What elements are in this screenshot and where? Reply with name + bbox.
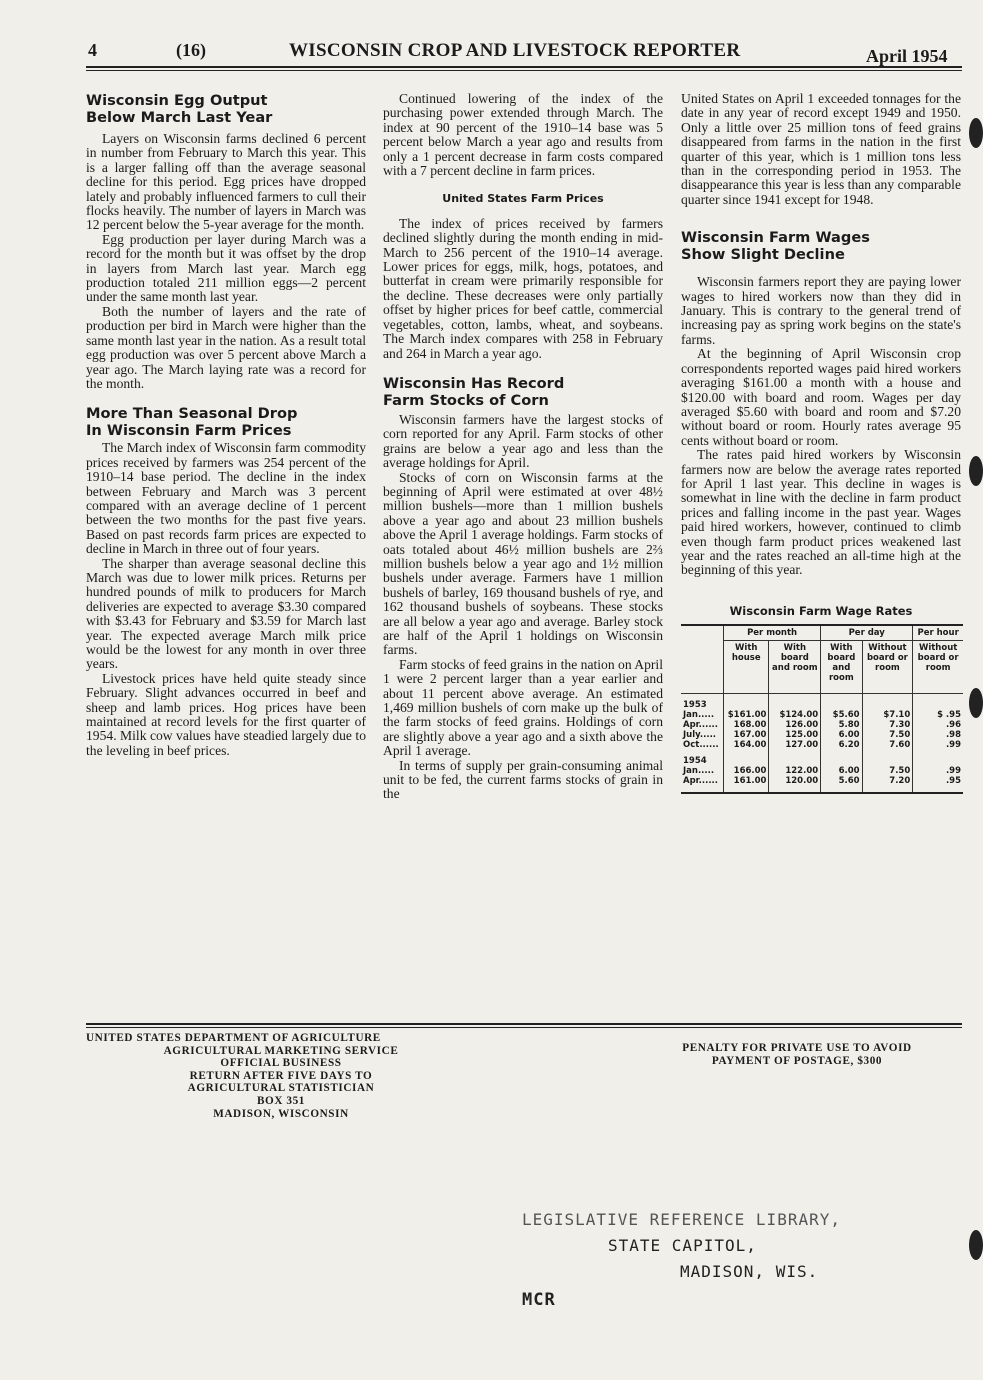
paragraph: In terms of supply per grain-consuming animal unit to be fed, the current farms stocks of grain in the (383, 757, 663, 802)
paragraph: Farm stocks of feed grains in the nation on April 1 were 2 percent larger than a year earlier and about 11 percent above average. An estimated 1,469 million bushels of corn make up the bulk of the farm stocks of feed grains. Holdings of corn are slightly above a year ago and a sixth above the April 1 average. (383, 656, 663, 759)
table-cell (681, 786, 724, 793)
table-row (681, 766, 963, 776)
heading-line: In Wisconsin Farm Prices (86, 422, 292, 440)
wage-rates-table (681, 624, 963, 794)
column-header: With board and room (821, 641, 862, 694)
table-cell (769, 750, 821, 766)
table-cell: $161.00 (724, 710, 769, 720)
footer-rule-bottom (86, 1027, 962, 1028)
penalty-notice (632, 1042, 962, 1067)
table-month-label: July..... (683, 730, 717, 741)
table-corner-cell (681, 625, 724, 694)
column-3 (681, 92, 961, 794)
table-cell: .99 (913, 740, 963, 750)
table-bottom-spacer (681, 786, 963, 793)
table-cell: 5.60 (821, 776, 862, 786)
table-cell (913, 786, 963, 793)
table-cell: 6.00 (821, 730, 862, 740)
table-cell: 5.80 (821, 720, 862, 730)
column-header: With house (724, 641, 769, 694)
publication-title: WISCONSIN CROP AND LIVESTOCK REPORTER (289, 40, 741, 61)
article-heading-egg-output (86, 92, 366, 126)
table-cell: $5.60 (821, 710, 862, 720)
table-month-label: Apr...... (683, 720, 719, 731)
paragraph: Both the number of layers and the rate of production per bird in March were higher than the same month last year in the nation. As a result total egg production was over 5 percent above March a year ago. The March laying rate was a record for the month. (86, 303, 366, 391)
table-cell: 7.20 (862, 776, 913, 786)
column-1 (86, 92, 366, 758)
table-cell: 161.00 (724, 776, 769, 786)
table-cell: 164.00 (724, 740, 769, 750)
article-heading-farm-wages (681, 229, 961, 263)
binder-hole (969, 456, 983, 486)
article-heading-farm-prices (86, 405, 366, 439)
table-row (681, 720, 963, 730)
header-rule-bottom (86, 70, 962, 71)
group-header-day: Per day (821, 625, 913, 641)
heading-line: More Than Seasonal Drop (86, 405, 298, 423)
table-cell: 122.00 (769, 766, 821, 776)
table-cell: 166.00 (724, 766, 769, 776)
return-address-line: RETURN AFTER FIVE DAYS TO (189, 1069, 373, 1082)
heading-line: Wisconsin Has Record (383, 374, 565, 392)
heading-line: Below March Last Year (86, 109, 273, 126)
table-row (681, 710, 963, 720)
table-cell (913, 694, 963, 711)
table-cell (724, 786, 769, 793)
table-cell: 168.00 (724, 720, 769, 730)
table-cell: 6.00 (821, 766, 862, 776)
paragraph: The index of prices received by farmers declined slightly during the month ending in mid-March to 256 percent of the 1910–14 average. Lower prices for eggs, milk, hogs, potatoes, and butterfat in cream were primarily responsible for the decline. These decreases were only partially offset by higher prices for beef cattle, commercial vegetables, cotton, lambs, wheat, and soybeans. The March index compares with 258 in February and 264 in March a year ago. (383, 215, 663, 361)
table-title: Wisconsin Farm Wage Rates (729, 603, 913, 618)
table-cell: 126.00 (769, 720, 821, 730)
return-address-line: AGRICULTURAL MARKETING SERVICE (163, 1044, 399, 1057)
table-cell: 6.20 (821, 740, 862, 750)
table-row (681, 730, 963, 740)
header-rule-top (86, 66, 962, 68)
paragraph: Continued lowering of the index of the purchasing power extended through March. The index at 90 percent of the 1910–14 base was 5 percent below March a year ago and results from only a 1 percent decrease in farm costs compared with a 7 percent decline in farm prices. (383, 91, 663, 179)
penalty-line: PAYMENT OF POSTAGE, $300 (711, 1054, 883, 1067)
table-row (681, 740, 963, 750)
group-header-hour: Per hour (913, 625, 963, 641)
table-cell (769, 786, 821, 793)
table-cell: $7.10 (862, 710, 913, 720)
table-cell (821, 694, 862, 711)
column-header: Without board or room (862, 641, 913, 694)
paragraph: The March index of Wisconsin farm commodity prices received by farmers was 254 percent of the 1910–14 base period. The decline in the index between February and March was 3 percent compared with an average decline of 1 percent between the two months for the past five years. Based on past records farm prices are expected to decline in March in three out of four years. (86, 440, 366, 557)
table-cell: 7.50 (862, 730, 913, 740)
column-2 (383, 92, 663, 802)
column-header: Without board or room (913, 641, 963, 694)
table-year-label: 1953 (683, 700, 707, 711)
table-month-label: Apr...... (683, 776, 719, 787)
penalty-line: PENALTY FOR PRIVATE USE TO AVOID (682, 1042, 912, 1054)
table-cell: 7.30 (862, 720, 913, 730)
issue-date: April 1954 (866, 46, 948, 66)
subheading-us-farm-prices: United States Farm Prices (442, 192, 604, 206)
page-number: 4 (88, 40, 97, 60)
mailing-address-line: LEGISLATIVE REFERENCE LIBRARY, (522, 1210, 841, 1229)
table-year-row (681, 750, 963, 766)
table-cell: 167.00 (724, 730, 769, 740)
column-header: With board and room (769, 641, 821, 694)
table-cell: 120.00 (769, 776, 821, 786)
table-cell (724, 694, 769, 711)
binder-hole (969, 118, 983, 148)
table-cell (862, 694, 913, 711)
table-year-label: 1954 (683, 756, 707, 767)
table-body (681, 694, 963, 794)
paragraph: Layers on Wisconsin farms declined 6 percent in number from February to March this year. This is a larger falling off than the average seasonal decline for this period. Egg prices have dropped lately and probably influenced farmers to cull their flocks heavily. The number of layers in March was 12 percent below the 5-year average for the month. (86, 131, 366, 233)
table-cell: 7.50 (862, 766, 913, 776)
return-address-line: OFFICIAL BUSINESS (220, 1057, 342, 1070)
heading-line: Show Slight Decline (681, 246, 845, 264)
binder-hole (969, 1230, 983, 1260)
return-address-line: AGRICULTURAL STATISTICIAN (187, 1082, 375, 1095)
paragraph: Wisconsin farmers have the largest stocks of corn reported for any April. Farm stocks of other grains are below a year ago and less than the average holdings for April. (383, 411, 663, 471)
table-cell: .99 (913, 766, 963, 776)
table-cell (821, 750, 862, 766)
table-cell: .98 (913, 730, 963, 740)
paragraph: Wisconsin farmers report they are paying lower wages to hired workers now than they did in January. This is contrary to the general trend of increasing pay as spring work begins on the state's farms. (681, 274, 961, 347)
paragraph: Stocks of corn on Wisconsin farms at the beginning of April were estimated at over 48½ million bushels—more than 1 million bushels above a year ago and about 23 million bushels above the April 1 average holdings. Farm stocks of oats totaled about 46½ million bushels are 2⅔ million bushels below a year ago and 1½ million bushels under average. Farmers have 1 million bushels of barley, 169 thousand bushels of rye, and 162 thousand bushels of soybeans. These stocks are all below a year ago and average. Barley stock are half of the April 1 holdings on Wisconsin farms. (383, 469, 663, 658)
article-heading-corn-stocks (383, 375, 663, 409)
paragraph: The sharper than average seasonal decline this March was due to lower milk prices. Returns per hundred pounds of milk to producers for March deliveries are expected to average $3.30 compared with $3.43 for February and $3.59 for March last year. The expected average March milk price would be the lowest for any month in over three years. (86, 555, 366, 672)
table-cell (862, 786, 913, 793)
table-cell: $124.00 (769, 710, 821, 720)
table-cell: .95 (913, 776, 963, 786)
table-month-label: Jan..... (683, 710, 715, 721)
table-cell (913, 750, 963, 766)
table-cell: 127.00 (769, 740, 821, 750)
return-address-line: BOX 351 (256, 1094, 306, 1107)
routing-code: MCR (522, 1290, 556, 1310)
mailing-address-line: STATE CAPITOL, (608, 1236, 757, 1255)
footer-rule-top (86, 1023, 962, 1025)
table-year-row (681, 694, 963, 711)
table-month-label: Oct...... (683, 740, 719, 751)
binder-hole (969, 688, 983, 718)
paragraph: Egg production per layer during March was a record for the month but it was offset by the drop in layers from March last year. March egg production totaled 211 million eggs—2 percent under the same month last year. (86, 231, 366, 305)
paragraph: Livestock prices have held quite steady since February. Slight advances occurred in beef and sheep and lamb prices. Hog prices have been maintained at record levels for the first quarter of 1954. Milk cow values have steadied largely due to the leveling in beef prices. (86, 670, 366, 758)
return-address-line: MADISON, WISCONSIN (213, 1107, 349, 1120)
issue-number: (16) (176, 40, 206, 60)
paragraph: The rates paid hired workers by Wisconsin farmers now are below the average rates reported for April 1 last year. This decline in wages is somewhat in line with the decline in farm product prices and falling income in the past year. Wages paid hired workers, however, continued to climb even though farm product prices weakened last year and the rates reached an all-time high at the beginning of this year. (681, 447, 961, 578)
table-cell (724, 750, 769, 766)
table-cell (821, 786, 862, 793)
table-cell: $ .95 (913, 710, 963, 720)
return-address-line: UNITED STATES DEPARTMENT OF AGRICULTURE (86, 1032, 381, 1044)
heading-line: Wisconsin Farm Wages (681, 229, 870, 247)
table-cell: .96 (913, 720, 963, 730)
table-cell: 125.00 (769, 730, 821, 740)
paragraph: United States on April 1 exceeded tonnages for the date in any year of record except 1949 and 1950. Only a little over 25 million tons of feed grains disappeared from farms in the nation in the first quarter of this year, which is 1 million tons less than in the corresponding period in 1953. The disappearance this year is less than any comparable quarter since 1941 except for 1948. (681, 91, 961, 207)
return-address (86, 1032, 476, 1120)
table-month-label: Jan..... (683, 766, 715, 777)
table-cell (769, 694, 821, 711)
table-row (681, 776, 963, 786)
table-cell: 7.60 (862, 740, 913, 750)
mailing-address-line: MADISON, WIS. (680, 1262, 819, 1281)
group-header-month: Per month (724, 625, 821, 641)
paragraph: At the beginning of April Wisconsin crop correspondents reported wages paid hired workers averaging $161.00 a month with a house and $120.00 with board and room. Wages per day averaged $5.60 with board and room and $7.20 without board or room. Hourly rates average 95 cents without board or room. (681, 346, 961, 448)
heading-line: Farm Stocks of Corn (383, 391, 549, 409)
table-cell (862, 750, 913, 766)
heading-line: Wisconsin Egg Output (86, 92, 268, 109)
